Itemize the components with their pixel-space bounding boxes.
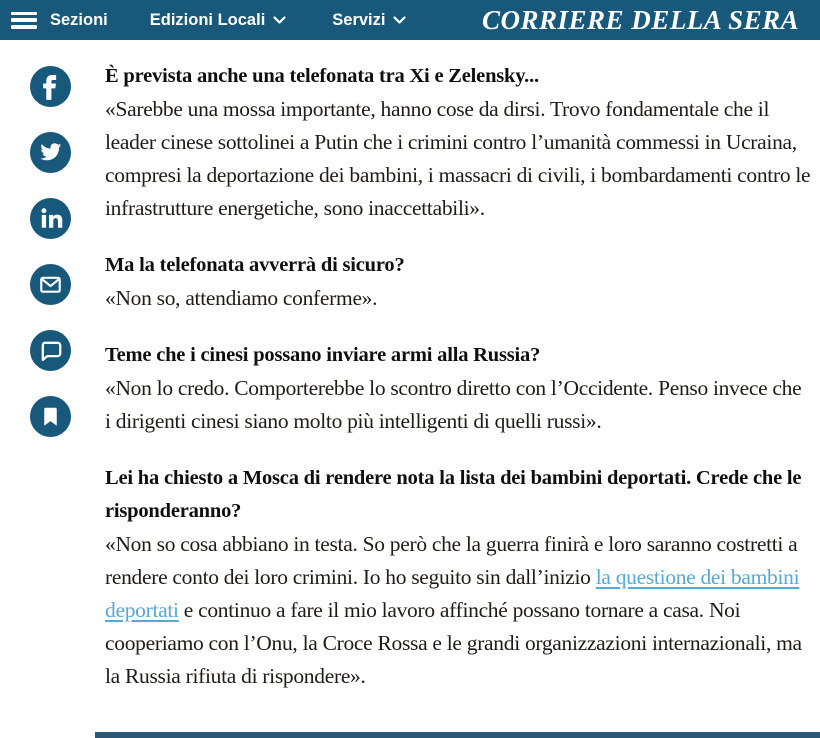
interview-answer: «Non lo credo. Comporterebbe lo scontro diretto con l’Occidente. Penso invece che i dirigenti cinesi siano molto più intelligenti di quelli russi».: [105, 376, 802, 433]
facebook-share-button[interactable]: [30, 66, 71, 107]
interview-question: Teme che i cinesi possano inviare armi alla Russia?: [105, 344, 541, 366]
qa-section: [105, 249, 811, 315]
twitter-icon: [30, 132, 71, 173]
hamburger-icon: [11, 12, 37, 29]
bottom-divider-bar: [95, 732, 820, 738]
comments-button[interactable]: [30, 330, 71, 371]
interview-question: Ma la telefonata avverrà di sicuro?: [105, 254, 405, 276]
comment-icon: [30, 330, 71, 371]
edizioni-locali-label: Edizioni Locali: [149, 10, 266, 29]
bookmark-button[interactable]: [30, 396, 71, 437]
email-icon: [30, 264, 71, 305]
qa-section: [105, 462, 811, 693]
facebook-icon: [30, 66, 71, 107]
top-navigation-bar: [0, 0, 820, 40]
interview-answer: «Sarebbe una mossa importante, hanno cose da dirsi. Trovo fondamentale che il leader cinese sottolinei a Putin che i crimini contro l’umanità commessi in Ucraina, compresi la deportazione dei bambini, i massacri di civili, i bombardamenti contro le infrastrutture energetiche, sono inaccettabili».: [105, 97, 811, 220]
social-share-rail: [30, 66, 71, 437]
email-share-button[interactable]: [30, 264, 71, 305]
servizi-label: Servizi: [332, 10, 386, 29]
interview-article: [105, 60, 811, 693]
qa-section: [105, 339, 811, 438]
bookmark-icon: [30, 396, 71, 437]
answer-text: «Non so cosa abbiano in testa. So però che la guerra finirà e loro saranno costretti a rendere conto dei loro crimini. Io ho seguito sin dall’inizio: [105, 532, 798, 589]
chevron-down-icon: [273, 11, 286, 30]
interview-answer: [105, 528, 811, 693]
edizioni-locali-dropdown[interactable]: [150, 11, 287, 30]
interview-question: È prevista anche una telefonata tra Xi e Zelensky...: [105, 65, 539, 87]
linkedin-share-button[interactable]: [30, 198, 71, 239]
twitter-share-button[interactable]: [30, 132, 71, 173]
sections-menu-button[interactable]: [0, 11, 150, 30]
bambini-deportati-link[interactable]: la questione dei bambini deportati: [105, 565, 800, 622]
qa-section: [105, 60, 811, 225]
answer-text: e continuo a fare il mio lavoro affinché possano tornare a casa. Noi cooperiamo con l’Onu, la Croce Rossa e le grandi organizzazioni internazionali, ma la Russia rifiuta di rispondere».: [105, 598, 802, 688]
linkedin-icon: [30, 198, 71, 239]
interview-answer: «Non so, attendiamo conferme».: [105, 286, 378, 310]
chevron-down-icon: [393, 11, 406, 30]
interview-question: Lei ha chiesto a Mosca di rendere nota la lista dei bambini deportati. Crede che le risponderanno?: [105, 467, 802, 522]
servizi-dropdown[interactable]: [332, 11, 406, 30]
sezioni-label: Sezioni: [50, 10, 108, 29]
corriere-della-sera-logo[interactable]: CORRIERE DELLA SERA: [482, 5, 800, 35]
